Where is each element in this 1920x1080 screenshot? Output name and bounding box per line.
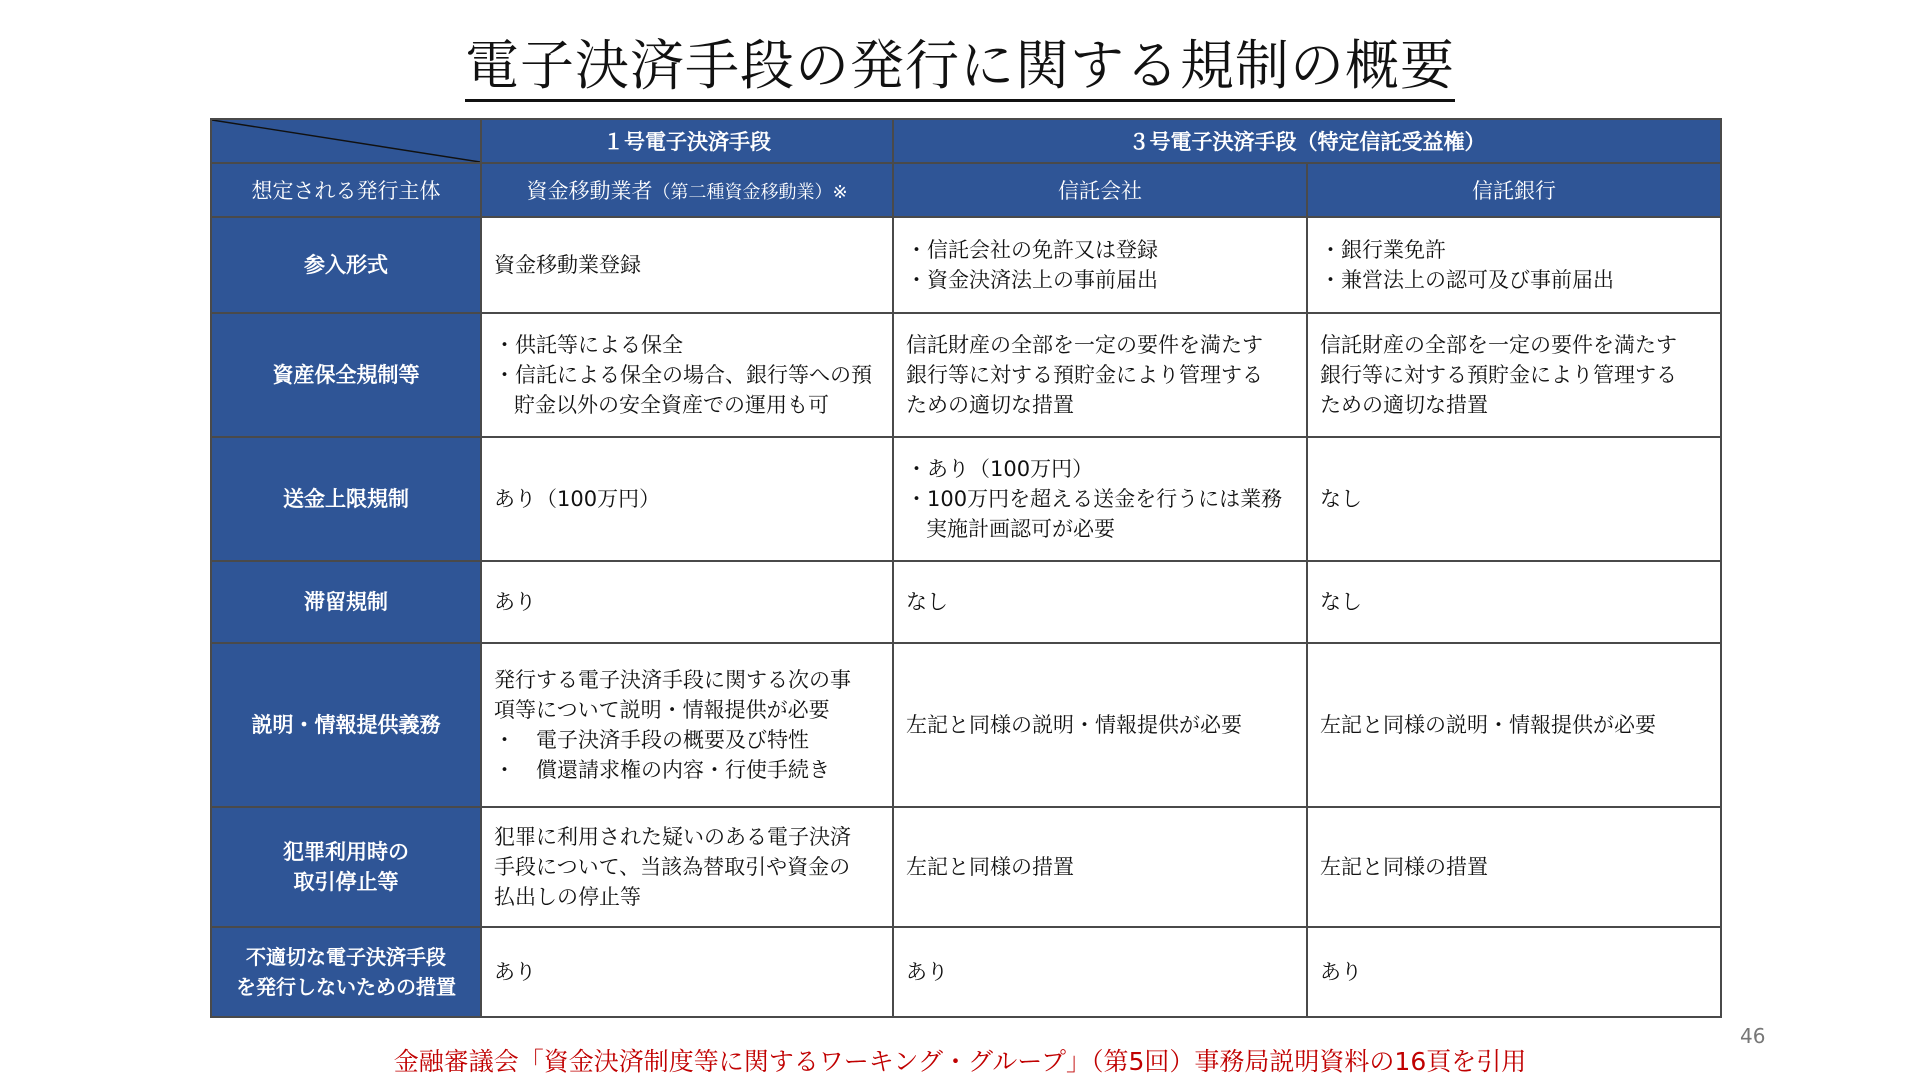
cell-line: 左記と同様の措置 bbox=[906, 855, 1074, 879]
header-type3: ３号電子決済手段（特定信託受益権） bbox=[893, 119, 1721, 163]
cell-trust-company bbox=[893, 643, 1307, 807]
cell-line: 銀行等に対する預貯金により管理する bbox=[1320, 363, 1677, 387]
row-label-line: 取引停止等 bbox=[293, 870, 399, 894]
row-label bbox=[211, 927, 481, 1017]
source-note: 金融審議会「資金決済制度等に関するワーキング・グループ」（第5回）事務局説明資料の16頁を引用 bbox=[393, 1047, 1527, 1076]
table-row bbox=[211, 643, 1721, 807]
cell-trust-bank bbox=[1307, 927, 1721, 1017]
cell-trust-company bbox=[893, 217, 1307, 313]
cell-line: ための適切な措置 bbox=[1320, 393, 1488, 417]
cell-line: 左記と同様の措置 bbox=[1320, 855, 1488, 879]
issuer-type1 bbox=[481, 163, 893, 217]
page-title bbox=[0, 28, 1920, 104]
row-label-line: 送金上限規制 bbox=[283, 487, 409, 511]
cell-line: 発行する電子決済手段に関する次の事 bbox=[494, 668, 851, 692]
cell-line: なし bbox=[906, 590, 948, 614]
cell-line: 項等について説明・情報提供が必要 bbox=[494, 698, 830, 722]
cell-line: 資金移動業登録 bbox=[494, 253, 641, 277]
row-label-line: 滞留規制 bbox=[304, 590, 388, 614]
table-row bbox=[211, 927, 1721, 1017]
issuer-type1-note: （第二種資金移動業）※ bbox=[652, 182, 848, 203]
cell-line: ・資金決済法上の事前届出 bbox=[906, 268, 1158, 292]
table-row bbox=[211, 437, 1721, 561]
issuer-trust-bank: 信託銀行 bbox=[1307, 163, 1721, 217]
cell-trust-company bbox=[893, 437, 1307, 561]
row-label bbox=[211, 217, 481, 313]
cell-line: ・ 償還請求権の内容・行使手続き bbox=[494, 758, 830, 782]
cell-line: ための適切な措置 bbox=[906, 393, 1074, 417]
cell-line: 信託財産の全部を一定の要件を満たす bbox=[1320, 333, 1677, 357]
cell-line: ・信託会社の免許又は登録 bbox=[906, 238, 1158, 262]
issuer-type1-main: 資金移動業者 bbox=[526, 179, 653, 203]
cell-line: 払出しの停止等 bbox=[494, 885, 641, 909]
cell-trust-bank bbox=[1307, 437, 1721, 561]
cell-line: 手段について、当該為替取引や資金の bbox=[494, 855, 851, 879]
cell-line: ・兼営法上の認可及び事前届出 bbox=[1320, 268, 1614, 292]
issuer-row-label: 想定される発行主体 bbox=[211, 163, 481, 217]
cell-line: あり bbox=[1320, 960, 1362, 984]
cell-line: ・100万円を超える送金を行うには業務 bbox=[906, 487, 1283, 511]
cell-line: ・供託等による保全 bbox=[494, 333, 683, 357]
cell-line: ・あり（100万円） bbox=[906, 457, 1094, 481]
cell-line: 左記と同様の説明・情報提供が必要 bbox=[906, 713, 1242, 737]
corner-cell bbox=[211, 119, 481, 163]
regulation-table bbox=[210, 118, 1722, 1018]
row-label-line: 参入形式 bbox=[304, 253, 388, 277]
cell-type1 bbox=[481, 807, 893, 927]
row-label-line: を発行しないための措置 bbox=[236, 975, 456, 999]
cell-line: 実施計画認可が必要 bbox=[926, 517, 1115, 541]
cell-line: なし bbox=[1320, 590, 1362, 614]
issuer-row bbox=[211, 163, 1721, 217]
cell-line: あり（100万円） bbox=[494, 487, 661, 511]
page-number: 46 bbox=[1740, 1024, 1766, 1048]
row-label-line: 資産保全規制等 bbox=[272, 363, 420, 387]
cell-trust-company bbox=[893, 927, 1307, 1017]
issuer-trust-company: 信託会社 bbox=[893, 163, 1307, 217]
cell-type1 bbox=[481, 437, 893, 561]
cell-type1 bbox=[481, 217, 893, 313]
cell-type1 bbox=[481, 561, 893, 643]
cell-line: 銀行等に対する預貯金により管理する bbox=[906, 363, 1263, 387]
cell-type1 bbox=[481, 643, 893, 807]
cell-trust-company bbox=[893, 313, 1307, 437]
cell-line: ・ 電子決済手段の概要及び特性 bbox=[494, 728, 809, 752]
table-row bbox=[211, 807, 1721, 927]
cell-line: ・信託による保全の場合、銀行等への預 bbox=[494, 363, 872, 387]
cell-line: 犯罪に利用された疑いのある電子決済 bbox=[494, 825, 851, 849]
row-label-line: 説明・情報提供義務 bbox=[251, 713, 441, 737]
cell-trust-bank bbox=[1307, 217, 1721, 313]
cell-type1 bbox=[481, 313, 893, 437]
cell-trust-company bbox=[893, 561, 1307, 643]
table-header-row bbox=[211, 119, 1721, 163]
cell-line: ・銀行業免許 bbox=[1320, 238, 1446, 262]
table-row bbox=[211, 217, 1721, 313]
cell-trust-bank bbox=[1307, 807, 1721, 927]
cell-line: あり bbox=[494, 590, 536, 614]
header-type1: １号電子決済手段 bbox=[481, 119, 893, 163]
table-row bbox=[211, 561, 1721, 643]
row-label bbox=[211, 807, 481, 927]
row-label bbox=[211, 437, 481, 561]
cell-line: なし bbox=[1320, 487, 1362, 511]
cell-trust-bank bbox=[1307, 643, 1721, 807]
row-label bbox=[211, 643, 481, 807]
cell-trust-bank bbox=[1307, 313, 1721, 437]
row-label bbox=[211, 561, 481, 643]
row-label-line: 犯罪利用時の bbox=[283, 840, 409, 864]
cell-line: あり bbox=[906, 960, 948, 984]
cell-trust-bank bbox=[1307, 561, 1721, 643]
row-label-line: 不適切な電子決済手段 bbox=[246, 945, 446, 969]
table-row bbox=[211, 313, 1721, 437]
cell-trust-company bbox=[893, 807, 1307, 927]
corner-diagonal bbox=[212, 120, 480, 162]
cell-line: あり bbox=[494, 960, 536, 984]
cell-line: 信託財産の全部を一定の要件を満たす bbox=[906, 333, 1263, 357]
cell-line: 貯金以外の安全資産での運用も可 bbox=[514, 393, 829, 417]
page-title-text: 電子決済手段の発行に関する規制の概要 bbox=[465, 34, 1455, 102]
row-label bbox=[211, 313, 481, 437]
cell-line: 左記と同様の説明・情報提供が必要 bbox=[1320, 713, 1656, 737]
cell-type1 bbox=[481, 927, 893, 1017]
